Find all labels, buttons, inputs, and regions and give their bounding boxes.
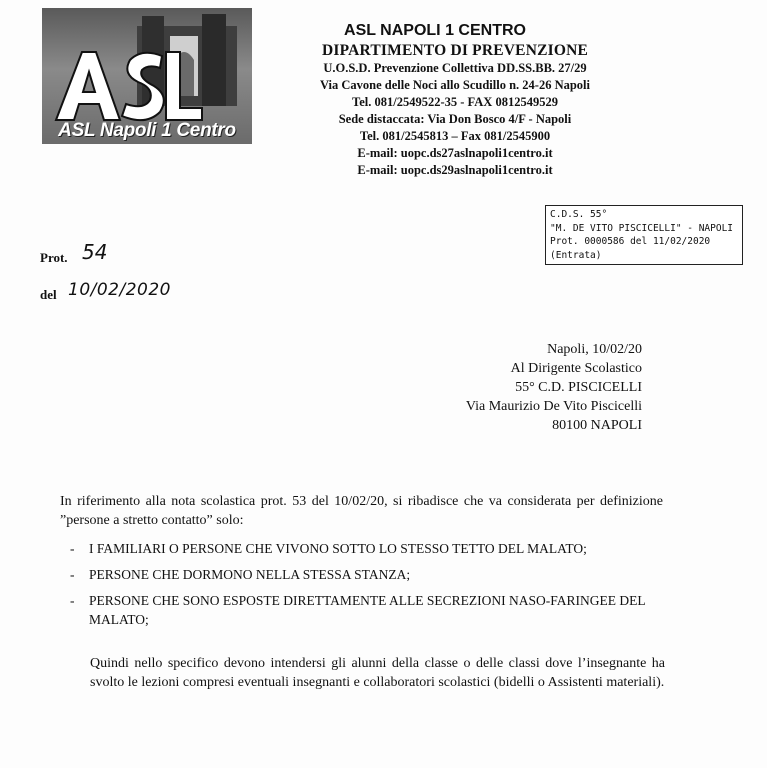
header-line: Via Cavone delle Noci allo Scudillo n. 24-26 Napoli	[319, 78, 591, 92]
address-line: 80100 NAPOLI	[552, 418, 642, 433]
address-line: Napoli, 10/02/20	[547, 342, 642, 357]
list-item-text: PERSONE CHE DORMONO NELLA STESSA STANZA;	[89, 567, 411, 582]
contact-criteria-list	[70, 539, 670, 636]
recipient-address	[466, 340, 642, 435]
stamp-line: C.D.S. 55°	[550, 209, 608, 220]
list-item	[70, 565, 670, 584]
dash-bullet: -	[70, 593, 75, 608]
address-line: Via Maurizio De Vito Piscicelli	[465, 399, 642, 414]
note-paragraph: Quindi nello specifico devono intendersi gli alunni della classe o delle classi dove l’insegnante ha svolto le lezioni compresi eventuali insegnanti e collaboratori scolastici (bidelli o Assistenti materiali).	[90, 656, 665, 690]
header-line: U.O.S.D. Prevenzione Collettiva DD.SS.BB. 27/29	[323, 61, 587, 75]
list-item-text: PERSONE CHE SONO ESPOSTE DIRETTAMENTE ALLE SECREZIONI NASO-FARINGEE DEL MALATO;	[89, 593, 646, 627]
stamp-line: Prot. 0000586 del 11/02/2020	[550, 236, 711, 247]
header-line: Tel. 081/2545813 – Fax 081/2545900	[359, 129, 551, 143]
intro-paragraph: In riferimento alla nota scolastica prot. 53 del 10/02/20, si ribadisce che va considerata per definizione ”persone a stretto contatto” solo:	[60, 494, 663, 528]
logo-caption: ASL Napoli 1 Centro	[58, 120, 236, 141]
stamp-line: (Entrata)	[550, 249, 602, 261]
list-item-text: I FAMILIARI O PERSONE CHE VIVONO SOTTO LO STESSO TETTO DEL MALATO;	[89, 541, 587, 556]
list-item	[70, 539, 670, 558]
protocol-stamp	[545, 205, 743, 265]
header-line: E-mail: uopc.ds27aslnapoli1centro.it	[357, 146, 553, 160]
department-name: DIPARTIMENTO DI PREVENZIONE	[321, 42, 589, 59]
address-line: 55° C.D. PISCICELLI	[515, 380, 642, 395]
stamp-line: "M. DE VITO PISCICELLI" - NAPOLI	[550, 222, 734, 234]
header-line: Tel. 081/2549522-35 - FAX 0812549529	[352, 95, 558, 109]
address-line: Al Dirigente Scolastico	[510, 361, 642, 376]
asl-logo	[42, 8, 252, 144]
dash-bullet: -	[70, 541, 75, 556]
protocol-date: 10/02/2020	[68, 280, 171, 300]
header-line: Sede distaccata: Via Don Bosco 4/F - Napoli	[338, 112, 572, 126]
organization-name: ASL NAPOLI 1 CENTRO	[344, 22, 526, 39]
protocol-label: Prot.	[40, 250, 68, 265]
protocol-number: 54	[82, 240, 108, 264]
header-line: E-mail: uopc.ds29aslnapoli1centro.it	[357, 163, 553, 177]
letterhead	[290, 22, 620, 179]
dash-bullet: -	[70, 567, 75, 582]
date-label: del	[40, 287, 57, 302]
list-item	[70, 591, 670, 629]
